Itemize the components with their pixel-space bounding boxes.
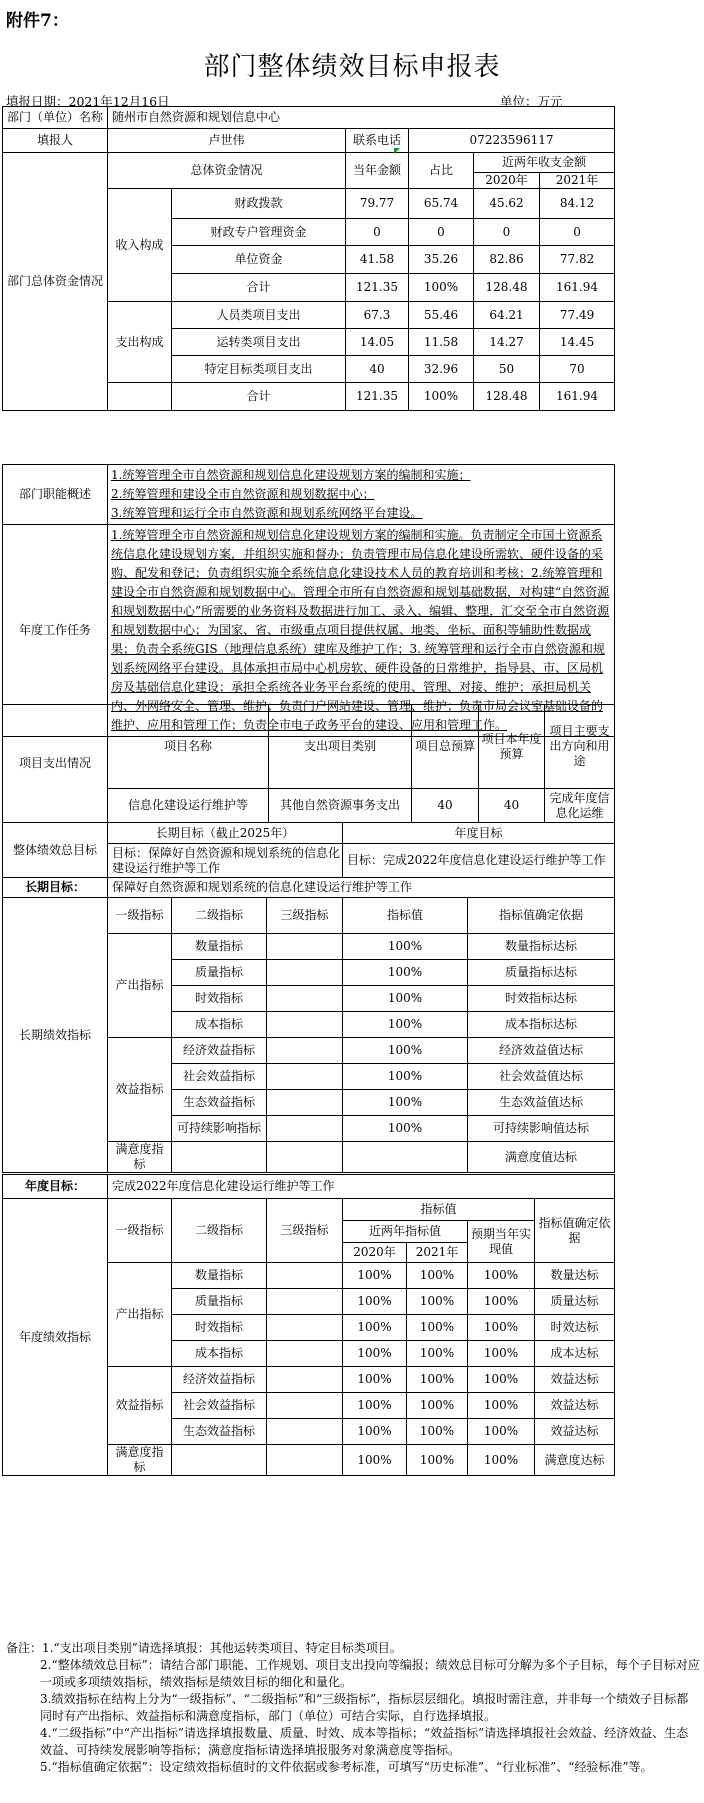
expense-current: 67.3 [346, 302, 409, 329]
income-ratio: 100% [409, 274, 474, 302]
project-year-budget: 40 [479, 789, 545, 823]
value-2020: 100% [343, 1445, 407, 1476]
expense-name: 特定目标类项目支出 [172, 356, 346, 383]
benefit-label: 效益指标 [108, 1038, 172, 1142]
value-expected: 100% [468, 1263, 535, 1289]
function-line: 1.统筹管理全市自然资源和规划信息化建设规划方案的编制和实施； [111, 468, 471, 482]
col-l3: 三级指标 [267, 1199, 343, 1263]
income-2021: 77.82 [540, 246, 615, 274]
value-2020: 100% [343, 1263, 407, 1289]
income-current: 0 [346, 219, 409, 246]
annual-tasks-label: 年度工作任务 [3, 525, 108, 737]
indicator-value: 100% [343, 1090, 468, 1116]
long-goal-label: 长期目标： [3, 878, 108, 898]
l2-name: 数量指标 [172, 934, 267, 960]
unit-label: 单位：万元 [500, 94, 563, 109]
indicator-basis: 效益达标 [535, 1367, 615, 1393]
note-item: 备注：1.“支出项目类别”请选择填报：其他运转类项目、特定目标类项目。 [6, 1641, 402, 1655]
value-2021: 100% [407, 1393, 468, 1419]
l2-name: 成本指标 [172, 1012, 267, 1038]
expense-current: 14.05 [346, 329, 409, 356]
indicator-value: 100% [343, 1012, 468, 1038]
note-item: 2.“整体绩效总目标”：请结合部门职能、工作规划、项目支出投向等编报；绩效总目标可分解为多个子目标，每个子目标对应一项或多项绩效指标，绩效指标是绩效目标的细化和量化。 [40, 1658, 700, 1689]
income-ratio: 0 [409, 219, 474, 246]
col-basis: 指标值确定依据 [468, 898, 615, 934]
year-goal-head: 年度目标 [343, 823, 615, 844]
value-2020: 100% [343, 1393, 407, 1419]
l2-name: 成本指标 [172, 1341, 267, 1367]
note-item: 3.绩效指标在结构上分为“一级指标”、“二级指标”和“三级指标”，指标层层细化。填报时需注意，并非每一个绩效子目标都同时有产出指标、效益指标和满意度指标，部门（单位）可结合实际，自行选择填报。 [40, 1692, 689, 1723]
cell-comment-marker [394, 148, 400, 154]
goals-table [2, 822, 615, 878]
col-value: 指标值 [343, 898, 468, 934]
l2-name: 生态效益指标 [172, 1090, 267, 1116]
expense-total-name: 合计 [172, 383, 346, 411]
funds-table [2, 106, 615, 411]
l2-name: 生态效益指标 [172, 1419, 267, 1445]
year-goal-text: 目标：完成2022年度信息化建设运行维护等工作 [343, 844, 615, 878]
expense-current: 121.35 [346, 383, 409, 411]
value-2020: 100% [343, 1341, 407, 1367]
l2-name: 数量指标 [172, 1263, 267, 1289]
income-label: 收入构成 [108, 189, 172, 302]
l2-name: 可持续影响指标 [172, 1116, 267, 1142]
l2-name: 经济效益指标 [172, 1038, 267, 1064]
indicator-basis: 效益达标 [535, 1419, 615, 1445]
function-line: 2.统筹管理和建设全市自然资源和规划数据中心； [111, 487, 375, 501]
value-expected: 100% [468, 1341, 535, 1367]
expense-label: 支出构成 [108, 302, 172, 383]
project-direction: 完成年度信息化运维 [545, 789, 615, 823]
value-expected: 100% [468, 1315, 535, 1341]
indicator-value: 100% [343, 986, 468, 1012]
col-current: 当年金额 [346, 153, 409, 189]
col-overall: 总体资金情况 [108, 153, 346, 189]
phone-label: 联系电话 [346, 129, 409, 153]
value-expected: 100% [468, 1445, 535, 1476]
notes [6, 1640, 700, 1776]
value-2021: 100% [407, 1315, 468, 1341]
value-expected: 100% [468, 1367, 535, 1393]
value-2021: 100% [407, 1419, 468, 1445]
indicator-value: 100% [343, 1038, 468, 1064]
col-value: 指标值 [343, 1199, 535, 1221]
indicator-basis: 质量达标 [535, 1289, 615, 1315]
income-2021: 161.94 [540, 274, 615, 302]
goals-label: 整体绩效总目标 [3, 823, 108, 878]
income-name: 单位资金 [172, 246, 346, 274]
projects-label: 项目支出情况 [3, 705, 108, 823]
reporter-label: 填报人 [3, 129, 108, 153]
expense-2021: 14.45 [540, 329, 615, 356]
col-project-year-budget: 项目本年度预算 [479, 705, 545, 789]
indicator-basis: 时效达标 [535, 1315, 615, 1341]
value-expected: 100% [468, 1419, 535, 1445]
year-goal-value: 完成2022年度信息化建设运行维护等工作 [108, 1175, 615, 1199]
indicator-value: 100% [343, 934, 468, 960]
year-goal-label: 年度目标： [3, 1175, 108, 1199]
functions-text [108, 465, 615, 525]
value-expected: 100% [468, 1393, 535, 1419]
indicator-basis: 数量达标 [535, 1263, 615, 1289]
l2-name: 社会效益指标 [172, 1393, 267, 1419]
page-title: 部门整体绩效目标申报表 [203, 52, 501, 82]
project-name: 信息化建设运行维护等 [108, 789, 269, 823]
indicator-basis: 效益达标 [535, 1393, 615, 1419]
value-2020: 100% [343, 1289, 407, 1315]
income-2021: 0 [540, 219, 615, 246]
note-item: 5.“指标值确定依据”：设定绩效指标值时的文件依据或参考标准，可填写“历史标准”、“行业标准”、“经验标准”等。 [40, 1760, 653, 1774]
indicator-basis: 数量指标达标 [468, 934, 615, 960]
l2-name: 质量指标 [172, 960, 267, 986]
indicator-basis: 生态效益值达标 [468, 1090, 615, 1116]
functions-label: 部门职能概述 [3, 465, 108, 525]
value-2020: 100% [343, 1315, 407, 1341]
value-2021: 100% [407, 1341, 468, 1367]
col-project-direction: 项目主要支出方向和用途 [545, 705, 615, 789]
funds-section-label: 部门总体资金情况 [3, 153, 108, 411]
output-label: 产出指标 [108, 1263, 172, 1367]
col-l2: 二级指标 [172, 1199, 267, 1263]
income-2020: 128.48 [474, 274, 540, 302]
satisfaction-label: 满意度指标 [108, 1445, 172, 1476]
long-term-table [2, 877, 615, 1173]
expense-2020: 14.27 [474, 329, 540, 356]
l2-name: 经济效益指标 [172, 1367, 267, 1393]
indicator-basis: 社会效益值达标 [468, 1064, 615, 1090]
long-goal-value: 保障好自然资源和规划系统的信息化建设运行维护等工作 [108, 878, 615, 898]
fill-date: 填报日期：2021年12月16日 [6, 94, 170, 109]
income-ratio: 35.26 [409, 246, 474, 274]
expense-2021: 77.49 [540, 302, 615, 329]
value-expected: 100% [468, 1289, 535, 1315]
col-2020: 2020年 [474, 173, 540, 189]
income-name: 财政专户管理资金 [172, 219, 346, 246]
expense-2020: 128.48 [474, 383, 540, 411]
indicator-value: 100% [343, 960, 468, 986]
col-recent: 近两年收支金额 [474, 153, 615, 173]
expense-name: 运转类项目支出 [172, 329, 346, 356]
income-2020: 82.86 [474, 246, 540, 274]
expense-2021: 161.94 [540, 383, 615, 411]
income-2020: 0 [474, 219, 540, 246]
l2-name: 社会效益指标 [172, 1064, 267, 1090]
col-l3: 三级指标 [267, 898, 343, 934]
long-goal-text: 目标：保障好自然资源和规划系统的信息化建设运行维护等工作 [108, 844, 343, 878]
indicator-basis: 经济效益值达标 [468, 1038, 615, 1064]
expense-2020: 64.21 [474, 302, 540, 329]
function-line: 3.统筹管理和运行全市自然资源和规划系统网络平台建设。 [111, 506, 423, 520]
col-project-budget: 项目总预算 [412, 705, 479, 789]
indicator-basis: 成本达标 [535, 1341, 615, 1367]
project-category: 其他自然资源事务支出 [269, 789, 412, 823]
annual-tasks-text: 1.统筹管理全市自然资源和规划信息化建设规划方案的编制和实施。负责制定全市国土资源系统信息化建设规划方案，并组织实施和督办；负责管理市局信息化建设所需软、硬件设备的采购、配发和登记；负责组织实施全系统信息化建设技术人员的教育培训和考核；2.统筹管理和建设全市自然资源和规划数据中心。管理全市所有自然资源和规划基础数据，对构建“自然资源和规划数据中心”所需要的业务资料及数据进行加工、录入、编辑、整理，汇交至全市自然资源和规划数据中心；为国家、省、市级重点项目提供权属、地类、坐标、面积等辅助性数据成果；负责全系统GIS（地理信息系统）建库及维护工作；3. 统筹管理和运行全市自然资源和规划系统网络平台建设。具体承担市局中心机房软、硬件设备的日常维护，指导县、市、区局机房及基础信息化建设；承担全系统各业务平台系统的使用、管理、对接、维护；承担局机关内、外网络安全、管理、维护；负责门户网站建设、管理、维护；负责市局会议室基础设备的维护、应用和管理工作；负责全市电子政务平台的建设、应用和管理工作。 [108, 525, 615, 737]
value-2021: 100% [407, 1445, 468, 1476]
dept-name-label: 部门（单位）名称 [3, 107, 108, 129]
col-ratio: 占比 [409, 153, 474, 189]
indicator-basis: 可持续影响值达标 [468, 1116, 615, 1142]
dept-name-value: 随州市自然资源和规划信息中心 [108, 107, 615, 129]
col-2021: 2021年 [540, 173, 615, 189]
income-name: 财政拨款 [172, 189, 346, 219]
col-l2: 二级指标 [172, 898, 267, 934]
indicator-basis: 满意度达标 [535, 1445, 615, 1476]
indicator-basis: 成本指标达标 [468, 1012, 615, 1038]
projects-table [2, 704, 615, 823]
value-2020: 100% [343, 1419, 407, 1445]
year-term-table [2, 1174, 615, 1476]
reporter-value: 卢世伟 [108, 129, 346, 153]
income-total-name: 合计 [172, 274, 346, 302]
annex-label: 附件7： [6, 11, 69, 31]
col-basis: 指标值确定依据 [535, 1199, 615, 1263]
income-current: 79.77 [346, 189, 409, 219]
phone-value: 07223596117 [409, 129, 615, 153]
col-2020: 2020年 [343, 1243, 407, 1263]
indicator-basis: 满意度值达标 [468, 1142, 615, 1173]
col-project-category: 支出项目类别 [269, 705, 412, 789]
indicator-basis: 时效指标达标 [468, 986, 615, 1012]
value-2021: 100% [407, 1367, 468, 1393]
value-2020: 100% [343, 1367, 407, 1393]
col-project-name: 项目名称 [108, 705, 269, 789]
long-term-section-label: 长期绩效指标 [3, 898, 108, 1173]
expense-2020: 50 [474, 356, 540, 383]
l2-name: 质量指标 [172, 1289, 267, 1315]
col-l1: 一级指标 [108, 898, 172, 934]
col-l1: 一级指标 [108, 1199, 172, 1263]
expense-current: 40 [346, 356, 409, 383]
value-2021: 100% [407, 1289, 468, 1315]
indicator-value: 100% [343, 1116, 468, 1142]
l2-name: 时效指标 [172, 1315, 267, 1341]
expense-ratio: 32.96 [409, 356, 474, 383]
output-label: 产出指标 [108, 934, 172, 1038]
income-current: 41.58 [346, 246, 409, 274]
project-budget: 40 [412, 789, 479, 823]
col-recent: 近两年指标值 [343, 1221, 468, 1243]
indicator-value: 100% [343, 1064, 468, 1090]
indicator-basis: 质量指标达标 [468, 960, 615, 986]
benefit-label: 效益指标 [108, 1367, 172, 1445]
long-goal-head: 长期目标（截止2025年） [108, 823, 343, 844]
income-ratio: 65.74 [409, 189, 474, 219]
l2-name: 时效指标 [172, 986, 267, 1012]
note-item: 4.“二级指标”中“产出指标”请选择填报数量、质量、时效、成本等指标；“效益指标”请选择填报社会效益、经济效益、生态效益、可持续发展影响等指标；满意度指标请选择填报服务对象满意度等指标。 [40, 1726, 689, 1757]
expense-name: 人员类项目支出 [172, 302, 346, 329]
expense-2021: 70 [540, 356, 615, 383]
col-expected: 预期当年实现值 [468, 1221, 535, 1263]
functions-table [2, 464, 615, 737]
value-2021: 100% [407, 1263, 468, 1289]
year-term-section-label: 年度绩效指标 [3, 1199, 108, 1476]
income-2021: 84.12 [540, 189, 615, 219]
income-2020: 45.62 [474, 189, 540, 219]
expense-ratio: 55.46 [409, 302, 474, 329]
expense-ratio: 11.58 [409, 329, 474, 356]
satisfaction-label: 满意度指标 [108, 1142, 172, 1173]
expense-ratio: 100% [409, 383, 474, 411]
income-current: 121.35 [346, 274, 409, 302]
col-2021: 2021年 [407, 1243, 468, 1263]
